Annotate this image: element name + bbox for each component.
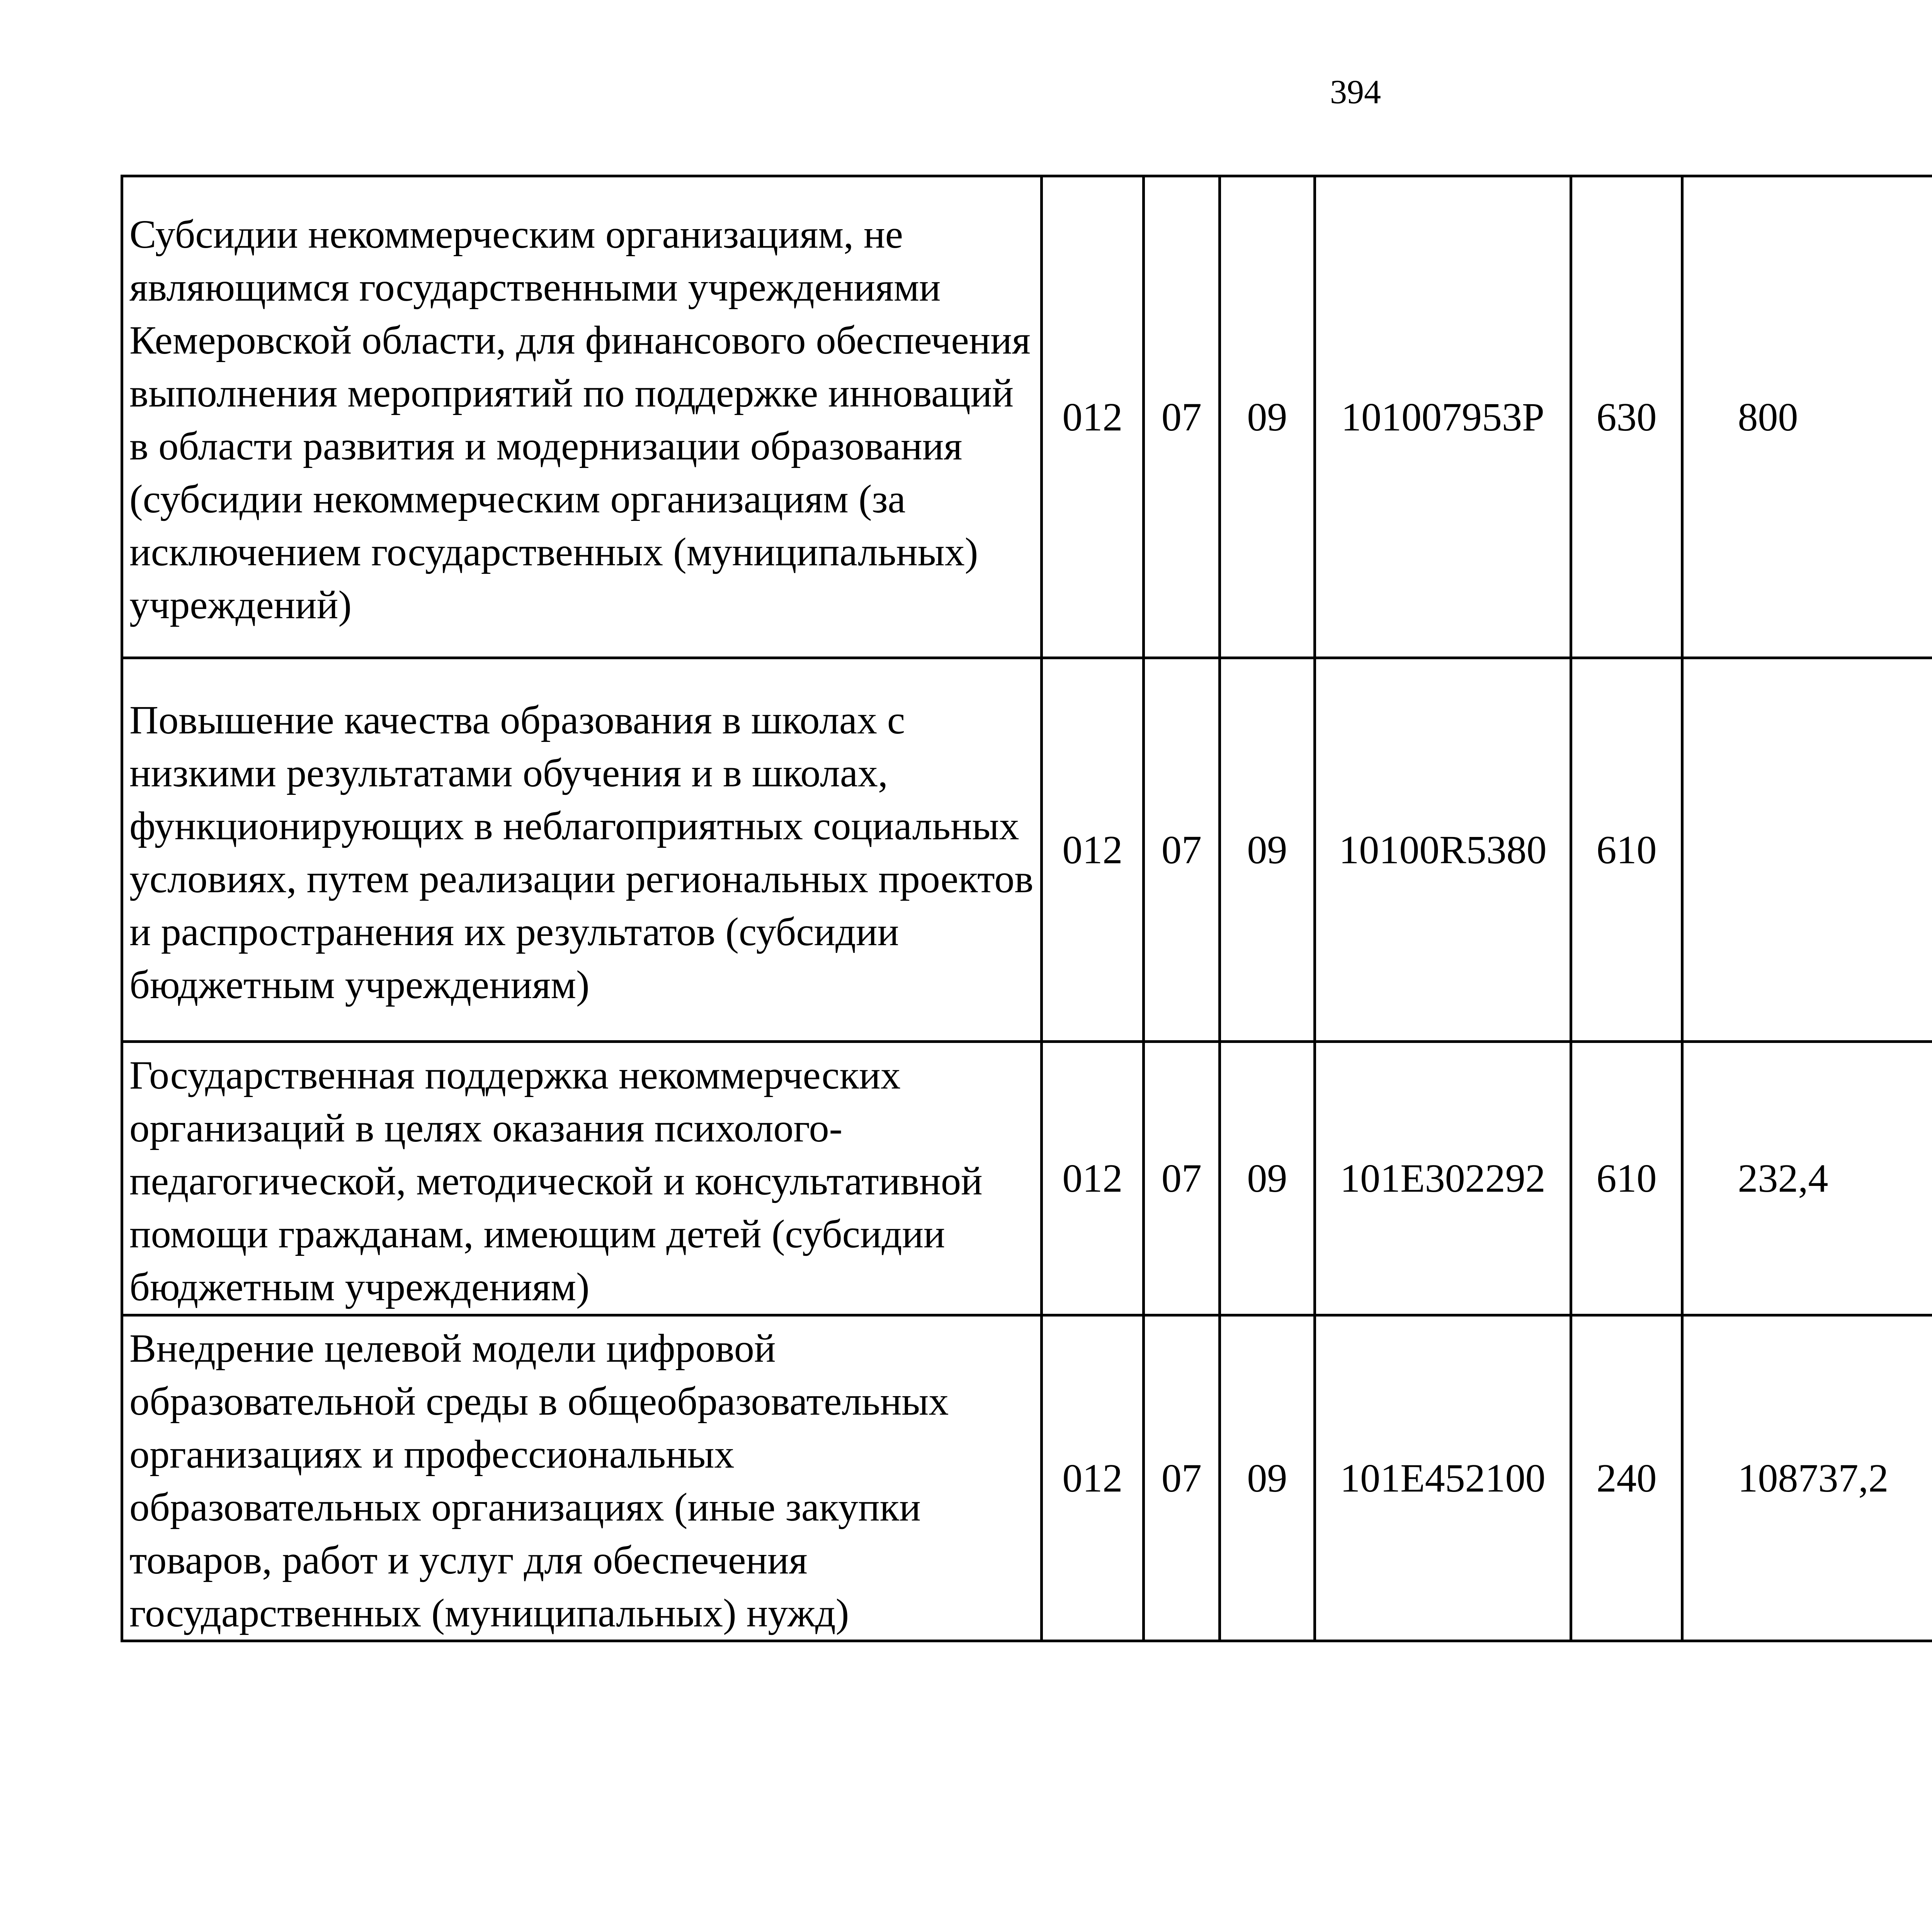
expense-type-code: 610 — [1571, 658, 1682, 1042]
subsection-code: 09 — [1219, 658, 1315, 1042]
amount-year-1 — [1682, 658, 1932, 1042]
table-row — [122, 1315, 1932, 1641]
page-number: 394 — [1330, 73, 1381, 111]
ministry-code: 012 — [1041, 1315, 1144, 1641]
ministry-code: 012 — [1041, 176, 1144, 658]
target-article-code: 101007953P — [1315, 176, 1571, 658]
amount-year-1: 800 — [1682, 176, 1932, 658]
row-description: Государственная поддержка некоммерческих организаций в целях оказания психолого-педагогической, методической и консультативной помощи гражданам, имеющим детей (субсидии бюджетным учреждениям) — [122, 1042, 1042, 1315]
expense-type-code: 240 — [1571, 1315, 1682, 1641]
table-row — [122, 658, 1932, 1042]
expense-type-code: 630 — [1571, 176, 1682, 658]
target-article-code: 10100R5380 — [1315, 658, 1571, 1042]
row-description: Внедрение целевой модели цифровой образовательной среды в общеобразовательных организациях и профессиональных образовательных организациях (иные закупки товаров, работ и услуг для обеспечения государственных (муниципальных) нужд) — [122, 1315, 1042, 1641]
row-description: Повышение качества образования в школах с низкими результатами обучения и в школах, функционирующих в неблагоприятных социальных условиях, путем реализации региональных проектов и распространения их результатов (субсидии бюджетным учреждениям) — [122, 658, 1042, 1042]
amount-year-1: 108737,2 — [1682, 1315, 1932, 1641]
expense-type-code: 610 — [1571, 1042, 1682, 1315]
target-article-code: 101E452100 — [1315, 1315, 1571, 1641]
subsection-code: 09 — [1219, 176, 1315, 658]
ministry-code: 012 — [1041, 658, 1144, 1042]
section-code: 07 — [1144, 658, 1219, 1042]
table-row — [122, 176, 1932, 658]
row-description: Субсидии некоммерческим организациям, не являющимся государственными учреждениями Кемеровской области, для финансового обеспечения выполнения мероприятий по поддержке инноваций в области развития и модернизации образования (субсидии некоммерческим организациям (за исключением государственных (муниципальных) учреждений) — [122, 176, 1042, 658]
amount-year-1: 232,4 — [1682, 1042, 1932, 1315]
ministry-code: 012 — [1041, 1042, 1144, 1315]
section-code: 07 — [1144, 1042, 1219, 1315]
subsection-code: 09 — [1219, 1042, 1315, 1315]
subsection-code: 09 — [1219, 1315, 1315, 1641]
target-article-code: 101E302292 — [1315, 1042, 1571, 1315]
section-code: 07 — [1144, 1315, 1219, 1641]
budget-table — [121, 175, 1932, 1642]
table-row — [122, 1042, 1932, 1315]
section-code: 07 — [1144, 176, 1219, 658]
